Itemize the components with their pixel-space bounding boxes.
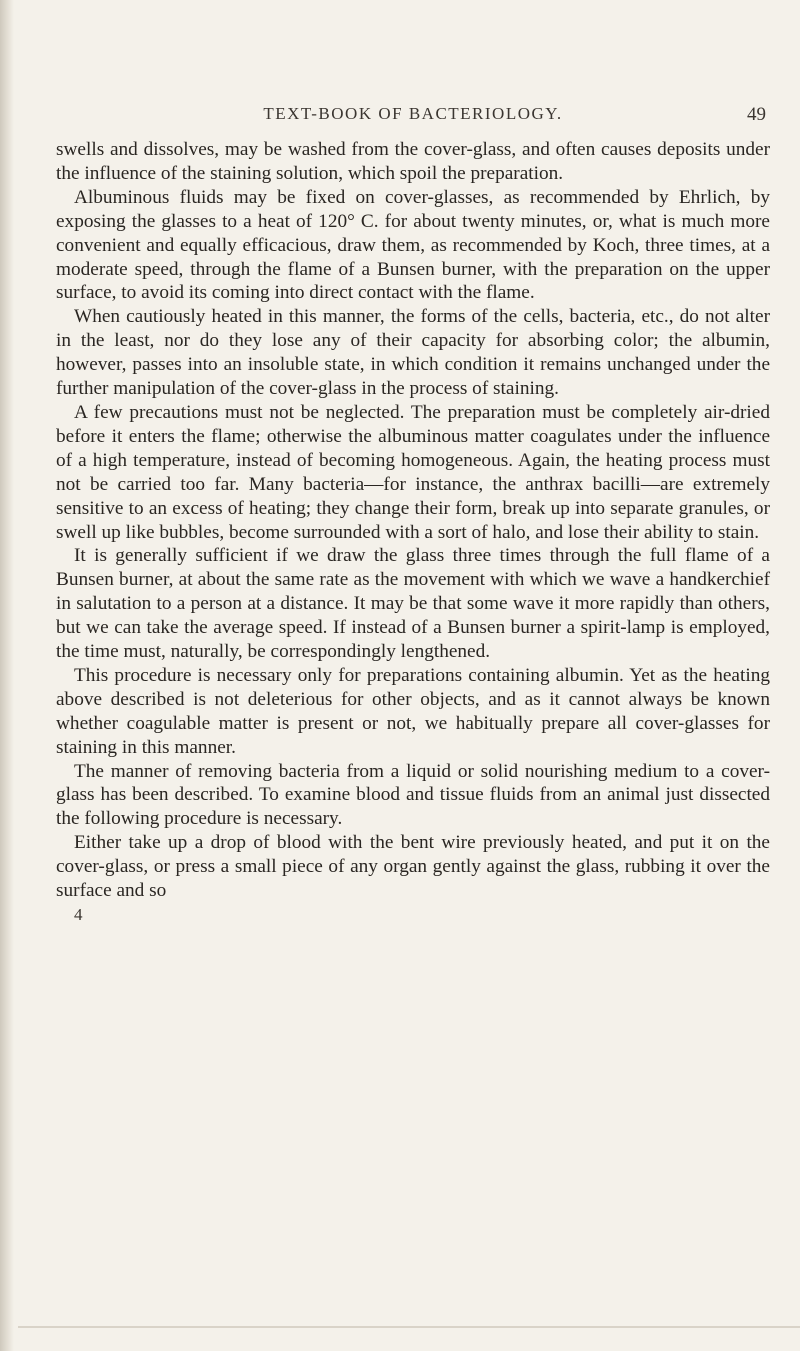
paragraph-blood-drop: Either take up a drop of blood with the bent wire previously heated, and put it on the cover-glass, or press a small piece of any organ gently against the glass, rubbing it over the surface and so bbox=[56, 832, 770, 902]
running-title: TEXT-BOOK OF BACTERIOLOGY. bbox=[263, 104, 563, 123]
page-bottom-edge bbox=[18, 1326, 800, 1328]
book-spine-shadow bbox=[0, 0, 14, 1351]
paragraph-bunsen-burner: It is generally sufficient if we draw the glass three times through the full flame of a Bunsen burner, at about the same rate as the movement with which we wave a handkerchief in salutation to a person at a distance. It may be that some wave it more rapidly than others, but we can take the average speed. If instead of a Bunsen burner a spirit-lamp is employed, the time must, naturally, be correspondingly lengthened. bbox=[56, 545, 770, 663]
paragraph-albuminous-fluids: Albuminous fluids may be fixed on cover-glasses, as recommended by Ehrlich, by exposing the glasses to a heat of 120° C. for about twenty minutes, or, what is much more convenient and equally efficacious, draw them, as recommended by Koch, three times, at a moderate speed, through the flame of a Bunsen burner, with the preparation on the upper surface, to avoid its coming into direct contact with the flame. bbox=[56, 186, 770, 304]
paragraph-cautious-heating: When cautiously heated in this manner, the forms of the cells, bacteria, etc., do not alter in the least, nor do they lose any of their capacity for absorbing color; the albumin, however, passes into an insoluble state, in which condition it remains unchanged under the further manipulation of the cover-glass in the process of staining. bbox=[56, 306, 770, 400]
book-page bbox=[56, 0, 770, 925]
paragraph-albumin-procedure: This procedure is necessary only for preparations containing albumin. Yet as the heating above described is not deleterious for other objects, and as it cannot always be known whether coagulable matter is present or not, we habitually prepare all cover-glasses for staining in this manner. bbox=[56, 664, 770, 758]
signature-mark: 4 bbox=[74, 905, 83, 924]
paragraph-continued: swells and dissolves, may be washed from the cover-glass, and often causes deposits under the influence of the staining solution, which spoil the preparation. bbox=[56, 139, 770, 184]
running-head bbox=[56, 104, 770, 138]
paragraph-precautions: A few precautions must not be neglected. The preparation must be completely air-dried before it enters the flame; otherwise the albuminous matter coagulates under the influence of a high temperature, instead of becoming homogeneous. Again, the heating process must not be carried too far. Many bacteria—for instance, the anthrax bacilli—are extremely sensitive to an excess of heating; they change their form, break up into separate granules, or swell up like bubbles, become surrounded with a sort of halo, and lose their ability to stain. bbox=[56, 401, 770, 543]
body-text bbox=[56, 138, 770, 903]
page-number: 49 bbox=[747, 104, 766, 125]
paragraph-removing-bacteria: The manner of removing bacteria from a liquid or solid nourishing medium to a cover-glass has been described. To examine blood and tissue fluids from an animal just dissected the following procedure is necessary. bbox=[56, 760, 770, 830]
